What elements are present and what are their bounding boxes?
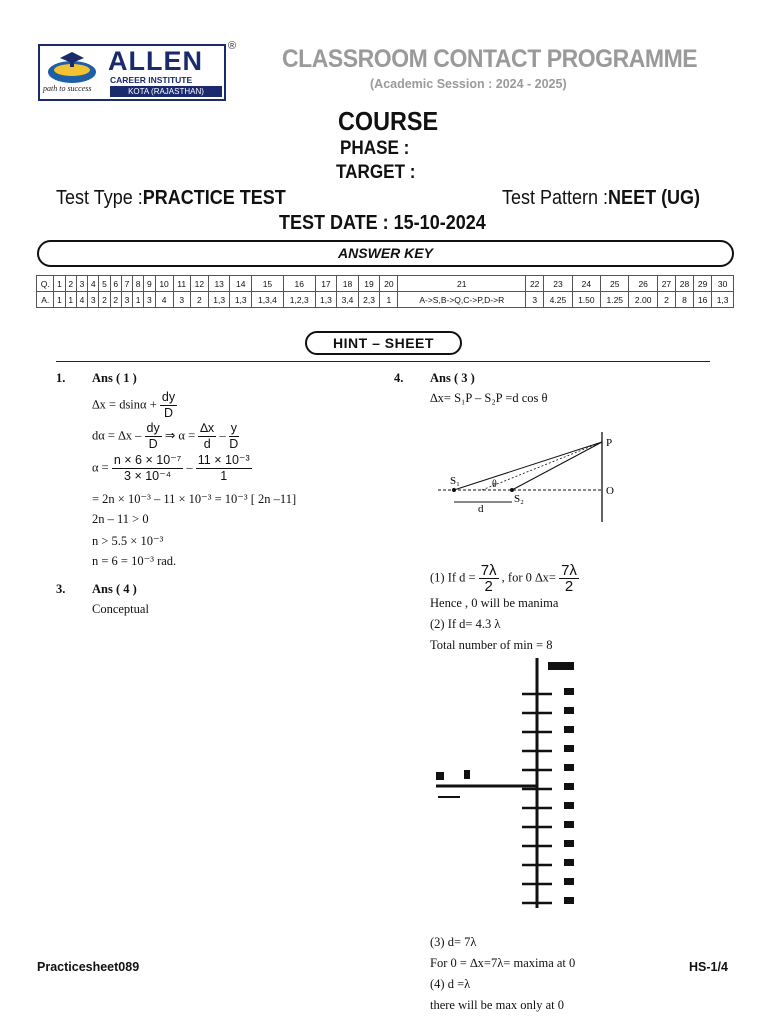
fringe-label-mark bbox=[564, 859, 574, 866]
fraction-denominator: 2 bbox=[564, 578, 574, 595]
fringe-ticks bbox=[522, 688, 574, 904]
fringe-label-mark bbox=[564, 840, 574, 847]
answer-cell: 2 bbox=[657, 292, 675, 308]
question-cell: 7 bbox=[121, 276, 132, 292]
answer-cell: 1,3,4 bbox=[252, 292, 284, 308]
question-cell: 26 bbox=[629, 276, 657, 292]
question-cell: 27 bbox=[657, 276, 675, 292]
question-cell: 4 bbox=[88, 276, 99, 292]
footer-sheet-id: Practicesheet089 bbox=[37, 960, 140, 974]
question-cell: 17 bbox=[315, 276, 337, 292]
q4-case1-text-a: (1) If d = bbox=[430, 570, 476, 585]
question-cell: 23 bbox=[544, 276, 572, 292]
label-p: P bbox=[606, 437, 613, 449]
test-type bbox=[56, 187, 286, 210]
answer-key-title: ANSWER KEY bbox=[37, 240, 734, 267]
q1-line4: = 2n × 10⁻³ – 11 × 10⁻³ = 10⁻³ [ 2n –11] bbox=[92, 492, 297, 506]
fringe-header-mark bbox=[548, 662, 574, 670]
q1-line2-fraction2 bbox=[198, 421, 216, 452]
answer-cell: 1.25 bbox=[601, 292, 629, 308]
fraction-denominator: D bbox=[148, 437, 158, 451]
fraction-numerator: 7λ bbox=[561, 562, 577, 579]
q4-case1-text-b: , for 0 ∆x= bbox=[501, 570, 556, 585]
source-mark bbox=[438, 796, 460, 798]
allen-logo bbox=[38, 44, 226, 101]
fraction-denominator: D bbox=[163, 406, 173, 420]
q4-case1-fraction2 bbox=[559, 563, 579, 594]
fringe-label-mark bbox=[564, 688, 574, 695]
fraction-denominator: 2 bbox=[484, 578, 493, 595]
target-label: TARGET : bbox=[336, 162, 416, 183]
question-cell: 3 bbox=[76, 276, 87, 292]
answer-cell: 1,3 bbox=[712, 292, 734, 308]
question-cell: 15 bbox=[252, 276, 284, 292]
label-d: d bbox=[478, 503, 484, 515]
fraction-numerator: y bbox=[230, 421, 237, 435]
answer-cell: 2.00 bbox=[629, 292, 657, 308]
question-cell: 6 bbox=[110, 276, 121, 292]
answer-cell: 1 bbox=[380, 292, 398, 308]
q1-line3-text-b: – bbox=[186, 460, 193, 475]
q4-line1: ∆x= S₁P – S₂P =d cos θ bbox=[430, 391, 548, 405]
q1-line1-text: ∆x = dsinα + bbox=[92, 397, 157, 412]
q4-case1-fraction1 bbox=[479, 563, 499, 594]
fringe-label-mark bbox=[564, 783, 574, 790]
fraction-numerator: 7λ bbox=[480, 562, 497, 579]
logo-tagline: path to success bbox=[43, 84, 92, 93]
fringe-label-mark bbox=[564, 707, 574, 714]
answer-cell: 3,4 bbox=[337, 292, 359, 308]
q4-answer: Ans ( 3 ) bbox=[430, 371, 475, 385]
fraction-denominator: 3 × 10⁻⁴ bbox=[124, 469, 172, 483]
test-type-label: Test Type : bbox=[56, 187, 143, 209]
q1-line3 bbox=[92, 453, 252, 484]
question-cell: 25 bbox=[601, 276, 629, 292]
answer-cell: 16 bbox=[694, 292, 712, 308]
q4-case1-conclusion: Hence , 0 will be manima bbox=[430, 596, 559, 610]
question-cell: 19 bbox=[358, 276, 380, 292]
q1-line6: n > 5.5 × 10⁻³ bbox=[92, 534, 164, 548]
label-theta: θ bbox=[492, 479, 497, 490]
phase-label: PHASE : bbox=[340, 138, 410, 159]
answer-cell: 2 bbox=[99, 292, 110, 308]
logo-city: KOTA (RAJASTHAN) bbox=[110, 86, 222, 97]
answer-cell: A->S,B->Q,C->P,D->R bbox=[398, 292, 526, 308]
question-cell: 21 bbox=[398, 276, 526, 292]
fringe-diagram bbox=[430, 656, 590, 912]
fringe-label-mark bbox=[564, 821, 574, 828]
q1-line2-fraction3 bbox=[229, 421, 239, 452]
answer-row bbox=[37, 292, 734, 308]
fringe-label-mark bbox=[564, 897, 574, 904]
question-cell: 13 bbox=[208, 276, 230, 292]
question-cell: 18 bbox=[337, 276, 359, 292]
question-cell: 1 bbox=[54, 276, 65, 292]
answer-cell: 3 bbox=[526, 292, 544, 308]
q1-answer: Ans ( 1 ) bbox=[92, 371, 137, 385]
q1-line2-text-a: dα = ∆x – bbox=[92, 428, 142, 443]
question-cell: 16 bbox=[283, 276, 315, 292]
logo-name: ALLEN bbox=[108, 46, 203, 76]
question-cell: 10 bbox=[155, 276, 173, 292]
source-s1 bbox=[452, 488, 456, 492]
question-row-label: Q. bbox=[37, 276, 54, 292]
fraction-numerator: ∆x bbox=[200, 421, 215, 435]
question-cell: 30 bbox=[712, 276, 734, 292]
q1-line1 bbox=[92, 390, 177, 421]
q3-answer: Ans ( 4 ) bbox=[92, 582, 137, 596]
q3-number: 3. bbox=[56, 582, 66, 596]
ray-s1 bbox=[454, 442, 602, 490]
q1-line2 bbox=[92, 421, 239, 452]
divider bbox=[56, 361, 710, 362]
question-cell: 28 bbox=[675, 276, 693, 292]
question-cell: 22 bbox=[526, 276, 544, 292]
q4-case2-conclusion: Total number of min = 8 bbox=[430, 638, 553, 652]
answer-cell: 1.50 bbox=[572, 292, 600, 308]
answer-cell: 3 bbox=[173, 292, 190, 308]
fringe-label-mark bbox=[564, 764, 574, 771]
answer-cell: 1,3 bbox=[315, 292, 337, 308]
label-s1: S₁ bbox=[450, 475, 460, 487]
question-cell: 29 bbox=[694, 276, 712, 292]
fringe-label-mark bbox=[564, 878, 574, 885]
fraction-numerator: dy bbox=[146, 421, 160, 435]
fraction-denominator: d bbox=[203, 437, 211, 451]
answer-cell: 2 bbox=[110, 292, 121, 308]
ray-center bbox=[482, 442, 602, 490]
q1-line2-text-c: – bbox=[219, 428, 226, 443]
fraction-numerator: dy bbox=[161, 390, 176, 404]
hint-sheet-title: HINT – SHEET bbox=[305, 331, 462, 355]
programme-title: CLASSROOM CONTACT PROGRAMME bbox=[282, 45, 698, 73]
answer-cell: 4 bbox=[76, 292, 87, 308]
answer-cell: 1 bbox=[65, 292, 76, 308]
q4-case4-conclusion: there will be max only at 0 bbox=[430, 998, 564, 1012]
question-cell: 24 bbox=[572, 276, 600, 292]
q4-case2: (2) If d= 4.3 λ bbox=[430, 617, 501, 631]
question-cell: 5 bbox=[99, 276, 110, 292]
answer-key-table bbox=[36, 275, 734, 308]
q1-line2-fraction1 bbox=[145, 421, 162, 452]
fraction-denominator: 1 bbox=[220, 469, 228, 483]
question-cell: 20 bbox=[380, 276, 398, 292]
q1-line3-fraction1 bbox=[112, 453, 183, 484]
footer-page: HS-1/4 bbox=[689, 960, 728, 974]
answer-cell: 3 bbox=[121, 292, 132, 308]
answer-row-label: A. bbox=[37, 292, 54, 308]
test-date: TEST DATE : 15-10-2024 bbox=[279, 212, 486, 234]
fringe-label-mark bbox=[564, 745, 574, 752]
question-cell: 12 bbox=[190, 276, 208, 292]
q1-line2-text-b: ⇒ α = bbox=[164, 428, 196, 443]
q4-case1 bbox=[430, 563, 579, 594]
q1-line1-fraction bbox=[160, 390, 177, 421]
academic-session: (Academic Session : 2024 - 2025) bbox=[370, 77, 567, 91]
fraction-numerator: n × 6 × 10⁻⁷ bbox=[113, 453, 182, 467]
answer-cell: 1 bbox=[133, 292, 144, 308]
q1-line3-text-a: α = bbox=[92, 460, 109, 475]
source-mark bbox=[436, 772, 444, 780]
question-cell: 8 bbox=[133, 276, 144, 292]
q4-case4: (4) d =λ bbox=[430, 977, 471, 991]
q1-number: 1. bbox=[56, 371, 66, 385]
question-cell: 2 bbox=[65, 276, 76, 292]
ray-s2 bbox=[512, 442, 602, 490]
label-s2: S₂ bbox=[514, 493, 524, 505]
question-cell: 14 bbox=[230, 276, 252, 292]
fringe-label-mark bbox=[564, 802, 574, 809]
q1-line5: 2n – 11 > 0 bbox=[92, 512, 149, 526]
fringe-label-mark bbox=[564, 726, 574, 733]
question-cell: 11 bbox=[173, 276, 190, 292]
course-label: COURSE bbox=[338, 106, 439, 136]
answer-cell: 2,3 bbox=[358, 292, 380, 308]
q3-text: Conceptual bbox=[92, 602, 149, 616]
q1-line3-fraction2 bbox=[196, 453, 252, 484]
answer-cell: 2 bbox=[190, 292, 208, 308]
answer-cell: 4.25 bbox=[544, 292, 572, 308]
q1-line7: n = 6 = 10⁻³ rad. bbox=[92, 554, 177, 568]
registered-mark: ® bbox=[228, 40, 237, 52]
fraction-numerator: 11 × 10⁻³ bbox=[197, 453, 250, 467]
answer-cell: 1 bbox=[54, 292, 65, 308]
source-mark bbox=[464, 770, 470, 779]
logo-subtitle: CAREER INSTITUTE bbox=[110, 75, 193, 85]
test-pattern-label: Test Pattern : bbox=[502, 187, 609, 209]
answer-cell: 1,2,3 bbox=[283, 292, 315, 308]
question-row bbox=[37, 276, 734, 292]
q4-diagram bbox=[430, 432, 630, 522]
source-s2 bbox=[510, 488, 514, 492]
fraction-denominator: D bbox=[229, 437, 239, 451]
answer-cell: 8 bbox=[675, 292, 693, 308]
answer-cell: 1,3 bbox=[230, 292, 252, 308]
test-pattern-value: NEET (UG) bbox=[608, 187, 701, 209]
answer-cell: 4 bbox=[155, 292, 173, 308]
label-o: O bbox=[606, 485, 614, 497]
answer-cell: 1,3 bbox=[208, 292, 230, 308]
q4-case3: (3) d= 7λ bbox=[430, 935, 477, 949]
test-pattern bbox=[502, 187, 700, 210]
answer-cell: 3 bbox=[144, 292, 155, 308]
q4-number: 4. bbox=[394, 371, 404, 385]
q4-case3-conclusion: For 0 = ∆x=7λ= maxima at 0 bbox=[430, 956, 576, 970]
test-type-value: PRACTICE TEST bbox=[142, 187, 286, 209]
question-cell: 9 bbox=[144, 276, 155, 292]
answer-cell: 3 bbox=[88, 292, 99, 308]
